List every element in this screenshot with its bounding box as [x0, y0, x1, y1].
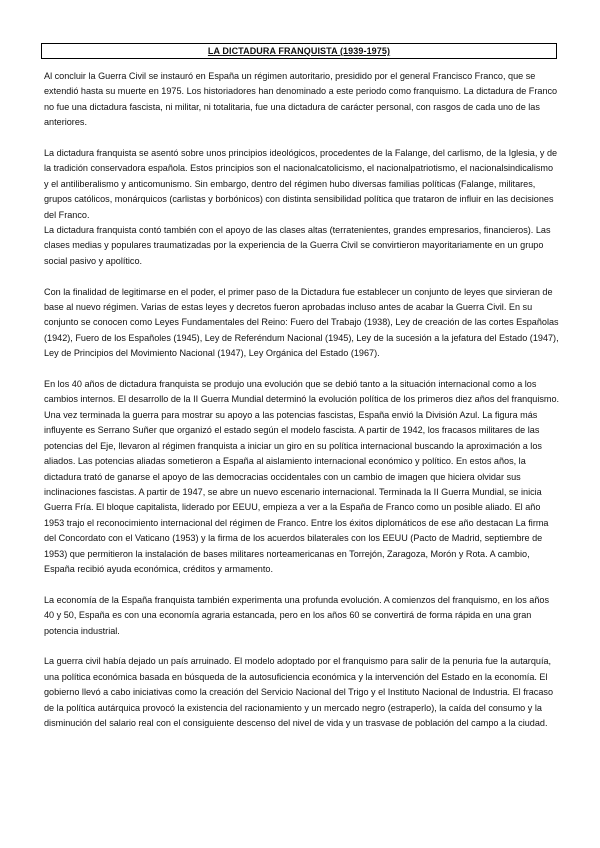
paragraph-autarky: La guerra civil había dejado un país arruinado. El modelo adoptado por el franquismo para salir de la penuria fue la autarquía, una política económica basada en búsqueda de la autosuficiencia económica y la intervención del Estado en la economía. El gobierno llevó a cabo iniciativas como la creación del Servicio Nacional del Trigo y el Instituto Nacional de Industria. El fracaso de la política autárquica provocó la existencia del racionamiento y un mercado negro (estraperlo), la caída del consumo y la disminución del salario real con el consiguiente descenso del nivel de vida y un trasvase de población del campo a la ciudad.: [44, 656, 554, 728]
paragraph-political-evolution: En los 40 años de dictadura franquista se produjo una evolución que se debió tanto a la situación internacional como a los cambios internos. El desarrollo de la II Guerra Mundial determinó la evolución política de los primeros diez años del franquismo. Una vez terminada la guerra para mostrar su apoyo a las potencias fascistas, España envió la División Azul. La figura más influyente es Serrano Suñer que organizó el estado según el modelo fascista. A partir de 1942, los fracasos militares de las potencias del Eje, llevaron al régimen franquista a iniciar un giro en su política internacional buscando la aproximación a los aliados. Las potencias aliadas sometieron a España al aislamiento internacional económico y político. En estos años, la dictadura trató de ganarse el apoyo de las democracias occidentales con un cambio de imagen que hiciera olvidar sus inclinaciones fascistas. A partir de 1947, se abre un nuevo escenario internacional. Terminada la II Guerra Mundial, se inicia Guerra Fría. El bloque capitalista, liderado por EEUU, empieza a ver a la España de Franco como un posible aliado. El año 1953 trajo el reconocimiento internacional del régimen de Franco. Entre los éxitos diplomáticos de ese año destacan La firma del Concordato con el Vaticano (1953) y la firma de los acuerdos bilaterales con los EEUU (Pacto de Madrid, septiembre de 1953) que permitieron la instalación de bases militares norteamericanas en Torrejón, Zaragoza, Morón y Rota. A cambio, España recibió ayuda económica, créditos y armamento.: [44, 379, 560, 574]
paragraph-intro: Al concluir la Guerra Civil se instauró en España un régimen autoritario, presidido por el general Francisco Franco, que se extendió hasta su muerte en 1975. Los historiadores han denominado a este periodo como franquismo. La dictadura de Franco no fue una dictadura fascista, ni militar, ni totalitaria, fue una dictadura de carácter personal, con rasgos de cada uno de las anteriores.: [44, 71, 558, 128]
paragraph-fundamental-laws: Con la finalidad de legitimarse en el poder, el primer paso de la Dictadura fue establecer un conjunto de leyes que sirvieran de base al nuevo régimen. Varias de estas leyes y decretos fueron aprobadas incluso antes de acabar la Guerra Civil. En su conjunto se conocen como Leyes Fundamentales del Reino: Fuero del Trabajo (1938), Ley de creación de las cortes Españolas (1942), Fuero de los Españoles (1945), Ley de Referéndum Nacional (1945), Ley de la sucesión a la jefatura del Estado (1947), Ley de Principios del Movimiento Nacional (1947), Ley Orgánica del Estado (1967).: [44, 286, 559, 359]
title-box: [41, 43, 557, 59]
paragraph-ideology: La dictadura franquista se asentó sobre unos principios ideológicos, procedentes de la Falange, del carlismo, de la Iglesia, y de la tradición conservadora española. Estos principios son el nacionalcatolicismo, el nacionalpatriotismo, el nacionalsindicalismo y el antiliberalismo y anticomunismo. Sin embargo, dentro del régimen hubo diversas familias políticas (Falange, militares, grupos católicos, monárquicos (carlistas y borbónicos) con distinta sensibilidad política que trataron de influir en las decisiones del Franco.: [44, 148, 558, 220]
document-body: [44, 69, 560, 731]
paragraph-social-support: La dictadura franquista contó también con el apoyo de las clases altas (terratenientes, grandes empresarios, financieros). Las clases medias y populares traumatizadas por la experiencia de la Guerra Civil se convirtieron mayoritariamente en un grupo social pasivo y apolítico.: [44, 225, 551, 266]
paragraph-economy: La economía de la España franquista también experimenta una profunda evolución. A comienzos del franquismo, en los años 40 y 50, España es con una economía agraria estancada, pero en los años 60 se convertirá de forma rápida en una gran potencia industrial.: [44, 594, 550, 636]
page-title: LA DICTADURA FRANQUISTA (1939-1975): [207, 46, 391, 56]
